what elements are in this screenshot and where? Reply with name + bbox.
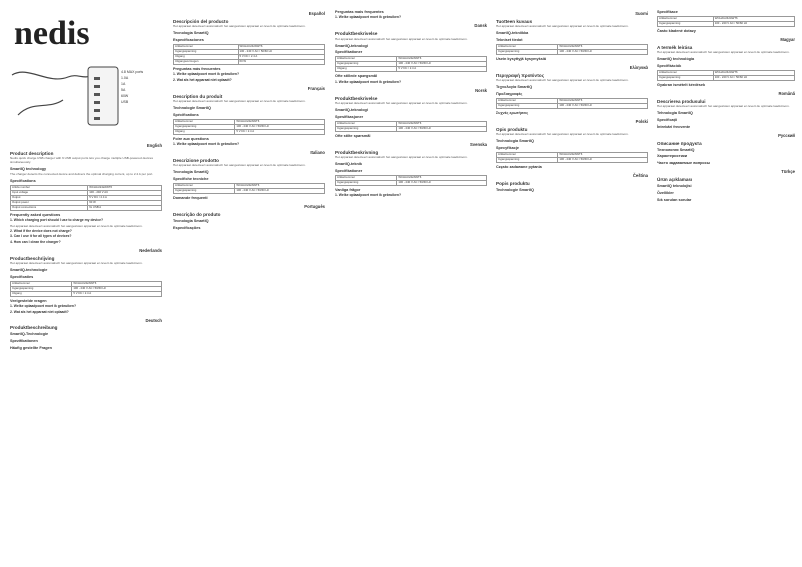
faq-title: Întrebări frecvente (657, 124, 691, 129)
table-cell: Ingangsspanning (336, 62, 397, 67)
faq-title: Ofte stilte spørsmål (335, 133, 371, 138)
faq-title: Często zadawane pytania (496, 164, 542, 169)
subsection-title: SmartIQ-teknologi (335, 107, 368, 112)
table-cell: WCHAU242AWT6 (558, 152, 648, 157)
device-label: USB (121, 100, 129, 104)
language-heading: Deutsch (145, 317, 162, 323)
language-heading: Čeština (632, 172, 648, 178)
table-cell: WCHAU242AWT6 (558, 98, 648, 103)
subsection-title: Tecnología SmartIQ (173, 31, 209, 36)
spec-title: Specifikationer (335, 50, 363, 55)
faq-question: 1. Welke oplaadpoort moet ik gebruiken? (173, 142, 240, 147)
subsection-title: Technologie SmartIQ (173, 105, 211, 110)
table-cell: Artikelnummer (497, 98, 558, 103)
subsection-title: SmartIQ technology (10, 167, 47, 172)
spec-title: Specificații (657, 117, 678, 122)
section-title: A termék leírása (657, 44, 693, 50)
language-heading: Português (304, 204, 325, 210)
subsection-title: SmartIQ-teknik (335, 161, 363, 166)
spec-table (496, 98, 648, 109)
table-cell: Article number (11, 185, 88, 190)
table-cell: Ingangsspanning (497, 50, 558, 55)
table-cell: Artikelnummer (336, 57, 397, 62)
subsection-title: Technologia SmartIQ (496, 139, 534, 144)
faq-title: Veelgestelde vragen (10, 298, 47, 303)
section-title: Descripción del producto (173, 18, 229, 24)
device-label: 4.8 MAX ports (121, 70, 144, 74)
spec-table (173, 119, 325, 135)
table-cell: 100 - 240 V AC / 50/60 Hz (397, 126, 487, 131)
language-heading: Dansk (474, 23, 487, 29)
brand-text: nedis (14, 15, 90, 52)
table-cell: Ingangsspanning (336, 126, 397, 131)
table-cell: Uitgang (174, 129, 235, 134)
language-heading: Magyar (780, 36, 795, 42)
paragraph: Het apparaat detecteert automatisch het aangesloten apparaat en levert de optimale laadstroom. (335, 154, 468, 159)
subsection-title: SmartIQ technológia (657, 57, 695, 62)
table-cell: Ingangsspanning (174, 124, 235, 129)
section-title: Descrição do produto (173, 211, 221, 217)
paragraph: Het apparaat detecteert automatisch het aangesloten apparaat en levert de optimale laadstroom. (496, 24, 629, 29)
table-cell: 100 - 240 V AC / 50/60 Hz (558, 157, 648, 162)
column-1 (10, 140, 162, 352)
section-title: Descrizione prodotto (173, 158, 219, 163)
table-cell: Uitgangsvermogen (174, 60, 239, 65)
paragraph: Het apparaat detecteert automatisch het aangesloten apparaat en levert de optimale laadstroom. (10, 261, 143, 266)
spec-title: Specifikációk (657, 63, 682, 68)
table-cell: Artikelnummer (336, 175, 397, 180)
spec-title: Especificações (173, 225, 201, 230)
nedis-logo (12, 14, 152, 54)
language-heading: Italiano (310, 150, 325, 156)
spec-title: Specifiche tecniche (173, 177, 209, 182)
subsection-title: Технология SmartIQ (657, 147, 695, 152)
spec-title: Spesifikasjoner (335, 114, 364, 119)
table-cell: 5 V DC / 2.4 A (238, 55, 324, 60)
section-title: Produktbeskrivning (335, 149, 379, 155)
table-cell: WCHAU242AWT6 (558, 45, 648, 50)
table-cell: Artikelnummer (658, 70, 714, 75)
faq-question: 3. Can I use it for all types of devices? (10, 234, 72, 239)
spec-title: Specifikationer (335, 168, 363, 173)
faq-question: 2. Wat als het apparaat niet oplaadt? (173, 77, 232, 82)
section-title: Περιγραφή προϊόντος (496, 72, 545, 78)
table-cell: Artikelnummer (497, 152, 558, 157)
table-cell: Ingangsspanning (11, 286, 72, 291)
paragraph: Het apparaat detecteert automatisch het aangesloten apparaat en levert de optimale laadstroom. (335, 100, 468, 105)
spec-title: Характеристики (657, 154, 688, 159)
language-heading: Nederlands (139, 247, 162, 253)
faq-title: Frequently asked questions (10, 212, 61, 217)
paragraph: Het apparaat detecteert automatisch het aangesloten apparaat en levert de optimale laadstroom. (496, 78, 629, 83)
device-label: 60W (121, 94, 129, 98)
subsection-title: SmartIQ teknolojisi (657, 184, 692, 189)
faq-question: 2. Wat als het apparaat niet oplaadt? (10, 309, 69, 314)
table-cell: Artikelnummer (11, 281, 72, 286)
spec-table (335, 175, 487, 186)
subsection-title: Tehnologia SmartIQ (657, 110, 693, 115)
spec-title: Spécifications (173, 112, 199, 117)
subsection-title: Technologie SmartIQ (496, 187, 534, 192)
language-heading: Suomi (635, 11, 648, 16)
faq-question: 1. Welke oplaadpoort moet ik gebruiken? (335, 193, 402, 198)
paragraph: Het apparaat detecteert automatisch het aangesloten apparaat en levert de optimale laadstroom. (657, 104, 790, 109)
spec-title: Tekniset tiedot (496, 38, 523, 43)
faq-question: 1. Welke oplaadpoort moet ik gebruiken? (335, 79, 402, 84)
faq-title: Usein kysyttyjä kysymyksiä (496, 57, 547, 62)
faq-question: 1. Which charging port should I use to charge my device? (10, 218, 104, 223)
table-cell: 5 V DC / 2.4 A (397, 67, 487, 72)
paragraph: Het apparaat detecteert automatisch het aangesloten apparaat en levert de optimale laadstroom. (657, 50, 790, 55)
table-cell: WCHAU242AWT6 (397, 57, 487, 62)
table-cell: Ingangsspanning (174, 50, 239, 55)
faq-title: Domande frequenti (173, 196, 208, 201)
section-title: Ürün açıklaması (657, 177, 693, 183)
table-cell: WCHAU242AWT6 (235, 184, 325, 189)
table-cell: Ingangsspanning (174, 189, 235, 194)
language-heading: Español (308, 11, 325, 16)
table-cell: Artikelnummer (497, 45, 558, 50)
spec-table (657, 70, 795, 81)
section-title: Product description (10, 150, 54, 156)
paragraph: Het apparaat detecteert automatisch het aangesloten apparaat en levert de optimale laadstroom. (173, 24, 306, 29)
device-label: 1A (121, 82, 126, 86)
spec-title: Specifikace (657, 10, 678, 14)
language-heading: Polski (635, 118, 648, 124)
charger-illustration (8, 55, 158, 135)
subsection-title: Τεχνολογία SmartIQ (496, 85, 533, 90)
faq-title: Preguntas más frecuentes (173, 67, 221, 72)
section-title: Description du produit (173, 93, 223, 99)
table-cell: 100 - 240 V AC / 50/60 Hz (713, 21, 794, 26)
spec-table (496, 152, 648, 163)
spec-title: Özellikler (657, 190, 674, 195)
spec-title: Spezifikationen (10, 339, 38, 344)
faq-title: Ofte stillede spørgsmål (335, 74, 377, 79)
table-cell: Output (11, 195, 88, 200)
table-cell: WCHAU242AWT6 (72, 281, 162, 286)
column-4 (496, 8, 648, 194)
subsection-title: SmartIQ-Technologie (10, 332, 49, 337)
column-5 (657, 8, 795, 204)
spec-table (657, 16, 795, 27)
faq-title: Sık sorulan sorular (657, 197, 692, 202)
language-heading: Norsk (475, 87, 487, 93)
spec-table (173, 44, 325, 65)
subsection-title: Perguntas mais frequentes (335, 10, 384, 14)
device-label: 1.0A (121, 76, 129, 80)
language-heading: English (146, 143, 162, 148)
language-heading: Français (307, 85, 325, 91)
section-title: Produktbeskrivelse (335, 95, 378, 101)
table-cell: 100 - 240 V AC / 50/60 Hz (397, 62, 487, 67)
faq-title: Foire aux questions (173, 136, 209, 141)
paragraph: Het apparaat detecteert automatisch het aangesloten apparaat en levert de optimale laadstroom. (335, 36, 468, 41)
spec-table (496, 44, 648, 55)
table-cell: Ingangsspanning (497, 157, 558, 162)
spec-title: Specificaties (10, 274, 34, 279)
table-cell: Artikelnummer (336, 121, 397, 126)
language-heading: Română (778, 90, 795, 96)
section-title: Produktbeskrivelse (335, 31, 378, 37)
table-cell: Ingangsspanning (497, 103, 558, 108)
spec-table (335, 121, 487, 132)
subsection-title: SmartIQ-tekniikka (496, 31, 529, 36)
table-cell: Artikelnummer (174, 184, 235, 189)
table-cell: Artikelnummer (174, 45, 239, 50)
section-title: Описание продукта (657, 140, 702, 146)
faq-question: 1. Welke oplaadpoort moet ik gebruiken? (173, 72, 240, 77)
spec-table (173, 183, 325, 194)
language-heading: Türkçe (781, 169, 795, 175)
spec-title: Προδιαγραφές (496, 92, 523, 97)
faq-title: Часто задаваемые вопросы (657, 161, 711, 166)
nedis-logo-mark (12, 14, 152, 54)
subsection-title: SmartIQ-teknologi (335, 43, 368, 48)
table-cell: 6x USB A (88, 205, 162, 210)
section-title: Descrierea produsului (657, 98, 706, 104)
table-cell: Artikelnummer (658, 16, 714, 21)
faq-question: 4. How can I clean the charger? (10, 239, 61, 244)
table-cell: Uitgang (11, 291, 72, 296)
spec-table (10, 281, 162, 297)
faq-question: 2. What if the device does not charge? (10, 229, 72, 234)
table-cell: 100 - 240 V AC / 50/60 Hz (72, 286, 162, 291)
table-cell: 100 - 240 V AC / 50/60 Hz (235, 189, 325, 194)
table-cell: Uitgang (174, 55, 239, 60)
table-cell: Input voltage (11, 190, 88, 195)
language-heading: Русский (778, 132, 795, 138)
table-cell: 5 V DC / 2.4 A (235, 129, 325, 134)
subsection-title: Tecnologia SmartIQ (173, 170, 209, 175)
subsection-title: SmartIQ-technologie (10, 268, 48, 272)
section-title: Tuotteen kuvaus (496, 18, 533, 24)
table-cell: 100 - 240 V AC / 50/60 Hz (235, 124, 325, 129)
table-cell: WCHAU242AWT6 (88, 185, 162, 190)
table-cell: Output connections (11, 205, 88, 210)
section-title: Produktbeschreibung (10, 325, 58, 331)
table-cell: Uitgang (336, 67, 397, 72)
table-cell: Output power (11, 200, 88, 205)
table-cell: WCHAU242AWT6 (397, 121, 487, 126)
subsection-title: Tecnologia SmartIQ (173, 218, 209, 223)
paragraph: Het apparaat detecteert automatisch het aangesloten apparaat en levert de optimale laadstroom. (496, 132, 629, 137)
spec-table (335, 56, 487, 72)
faq-title: Vanliga frågor (335, 187, 361, 192)
faq-question: 1. Welke oplaadpoort moet ik gebruiken? (10, 304, 77, 309)
faq-title: Häufig gestellte Fragen (10, 346, 52, 351)
table-cell: WCHAU242AWT6 (713, 16, 794, 21)
spec-title: Specifications (10, 178, 36, 183)
table-cell: 100 - 240 V AC (88, 190, 162, 195)
table-cell: WCHAU242AWT6 (397, 175, 487, 180)
table-cell: 5 V DC / 2.4 A (72, 291, 162, 296)
paragraph: Het apparaat detecteert automatisch het aangesloten apparaat en levert de optimale laadstroom. (173, 163, 306, 168)
paragraph: Het apparaat detecteert automatisch het aangesloten apparaat en levert de optimale laadstroom. (173, 99, 306, 104)
section-title: Popis produktu (496, 180, 530, 186)
faq-question: 1. Welke oplaadpoort moet ik gebruiken? (335, 15, 402, 20)
section-title: Opis produktu (496, 126, 528, 132)
table-cell: 100 - 240 V AC / 50/60 Hz (558, 50, 648, 55)
table-cell: Ingangsspanning (658, 21, 714, 26)
device-label: 5A (121, 88, 126, 92)
table-cell: 5 V DC / 2.4 A (88, 195, 162, 200)
table-cell: 60 W (238, 60, 324, 65)
language-heading: Ελληνικά (629, 64, 648, 70)
table-cell: Artikelnummer (174, 119, 235, 124)
table-cell: 100 - 240 V AC / 50/60 Hz (713, 75, 794, 80)
column-3 (335, 8, 487, 199)
table-cell: 100 - 240 V AC / 50/60 Hz (558, 103, 648, 108)
column-2 (173, 8, 325, 232)
table-cell: 100 - 240 V AC / 50/60 Hz (397, 180, 487, 185)
table-cell: 100 - 240 V AC / 50/60 Hz (238, 50, 324, 55)
table-cell: WCHAU242AWT6 (235, 119, 325, 124)
table-cell: WCHAU242AWT6 (713, 70, 794, 75)
table-cell: Ingangsspanning (658, 75, 714, 80)
table-cell: Ingangsspanning (336, 180, 397, 185)
spec-title: Specyfikacje (496, 146, 520, 150)
paragraph: The charger detects the connected device and delivers the optimal charging current, up to 2.4 A per port. (10, 172, 154, 177)
table-cell: 60 W (88, 200, 162, 205)
faq-title: Gyakran ismételt kérdések (657, 82, 706, 87)
spec-title: Especificaciones (173, 38, 204, 43)
section-title: Productbeschrijving (10, 255, 55, 261)
paragraph: Nedis quick charge USB charger with 6 USB output ports lets you charge multiple USB-powered devices simultaneously. (10, 156, 154, 165)
faq-title: Συχνές ερωτήσεις (496, 110, 529, 115)
paragraph: Het apparaat detecteert automatisch het aangesloten apparaat en levert de optimale laadstroom. (10, 223, 143, 228)
spec-table (10, 185, 162, 211)
table-cell: WCHAU242AWT6 (238, 45, 324, 50)
language-heading: Svenska (470, 141, 487, 147)
faq-title: Často kladené dotazy (657, 28, 696, 33)
